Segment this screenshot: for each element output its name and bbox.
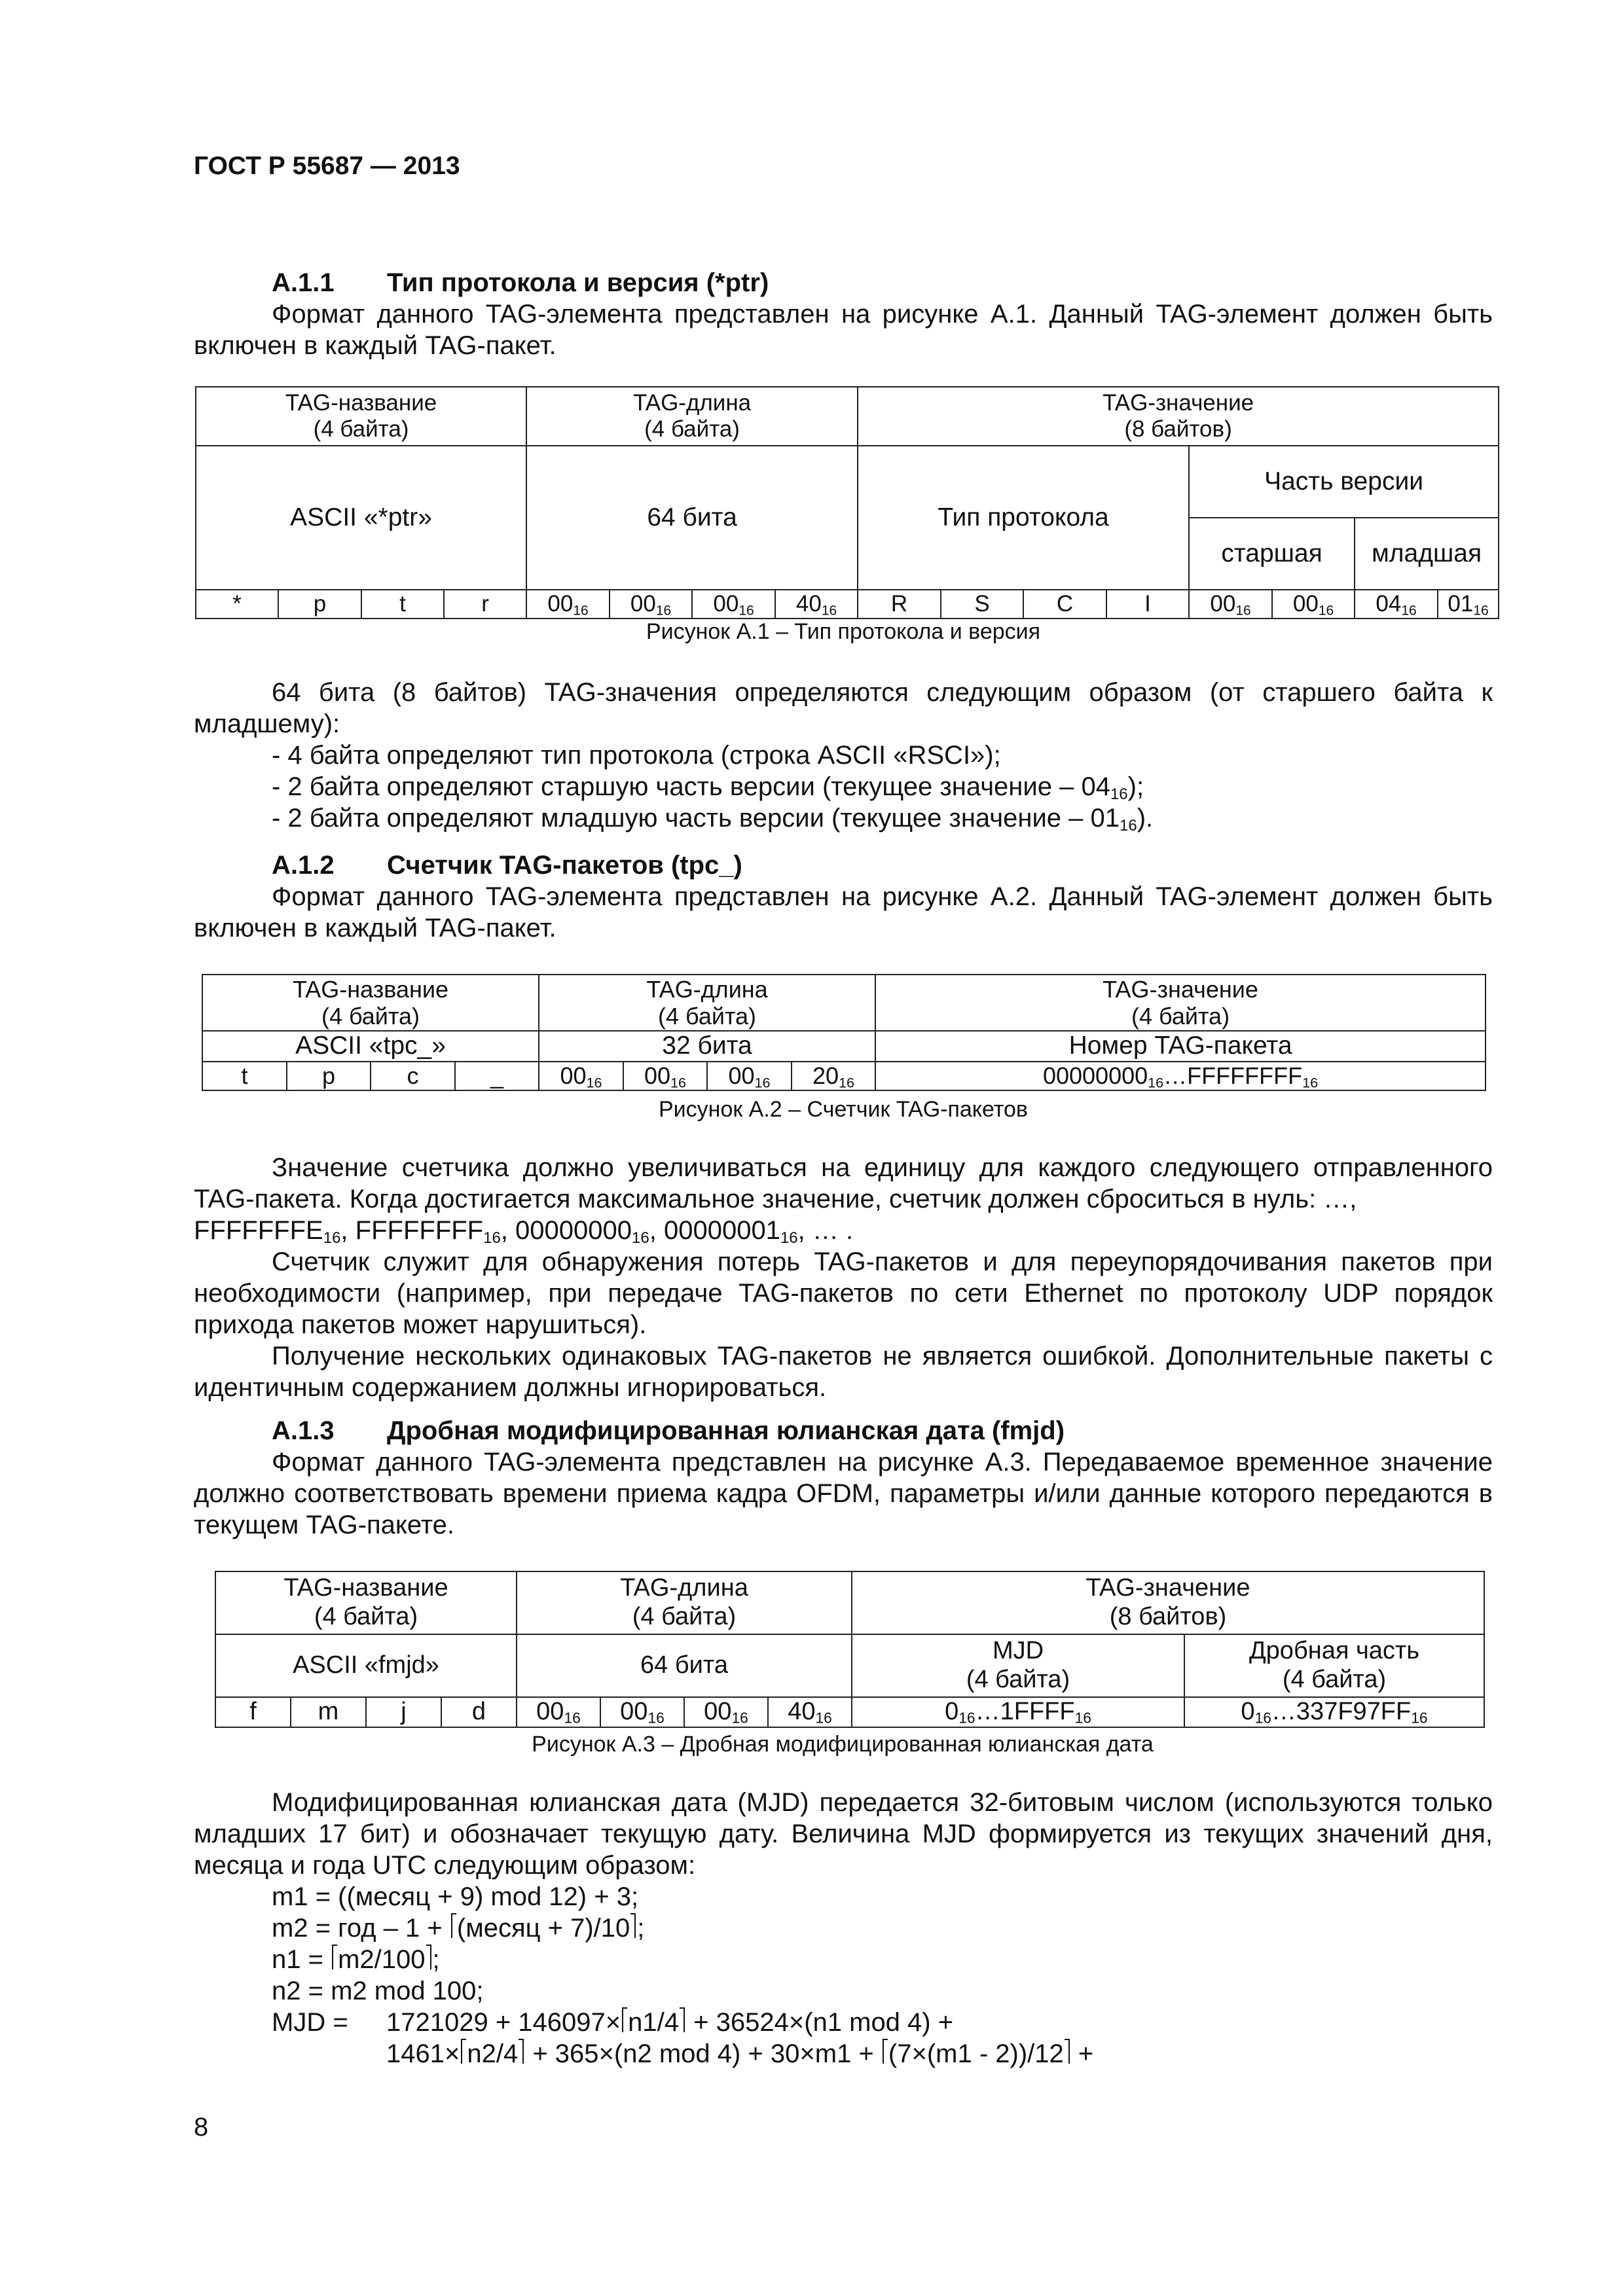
mjd-range-cell: $0_{16}\dots 1FFFF_{16}$ <box>852 1697 1184 1727</box>
header-tag-length: TAG-длина (4 байта) <box>539 975 875 1031</box>
figure-a2-table <box>202 974 1486 1091</box>
header-tag-name: TAG-название (4 байта) <box>202 975 539 1031</box>
formula-line: n2 = m2 mod 100; <box>272 1977 484 2005</box>
cell-mjd: MJD (4 байта) <box>852 1634 1184 1697</box>
cell-version-low: младшая <box>1355 518 1499 590</box>
formula-line: 1461× n2/4 + 365×(n2 mod 4) + 30×m1 + (7×(m1 - 2))/12 + <box>386 2039 1094 2068</box>
paragraph: 64 бита (8 байтов) TAG-значения определяются следующим образом (от старшего байта к младшему): <box>194 678 1493 738</box>
figure-caption: Рисунок А.3 – Дробная модифицированная юлианская дата <box>532 1732 1154 1757</box>
paragraph: Счетчик служит для обнаружения потерь TAG-пакетов и для переупорядочивания пакетов при необходимости (например, при передаче TAG-пакетов по сети Ethernet по протоколу UDP порядок прихода пакетов может нарушиться). <box>194 1247 1493 1339</box>
header-tag-value: TAG-значение (8 байтов) <box>858 387 1499 446</box>
formula-line: m2 = год – 1 + (месяц + 7)/10 ; <box>272 1914 645 1943</box>
cell-ascii: ASCII «*ptr» <box>196 446 526 590</box>
paragraph-continuation: $FFFFFFFE_{16}$, $FFFFFFFF_{16}$, $00000000_{16}$, $00000001_{16}$, … . <box>194 1216 854 1247</box>
formula-line: 1721029 + 146097× n1/4 + 36524×(n1 mod 4) + <box>386 2008 954 2037</box>
section-number: А.1.3 <box>272 1416 335 1445</box>
header-tag-value: TAG-значение (8 байтов) <box>852 1571 1484 1634</box>
cell-version: Часть версии <box>1189 446 1499 518</box>
byte-cell: $00_{16}$ <box>1272 590 1355 619</box>
byte-cell: $00_{16}$ <box>1189 590 1272 619</box>
cell-bits: 32 бита <box>539 1031 875 1062</box>
paragraph: Формат данного TAG-элемента представлен на рисунке А.1. Данный TAG-элемент должен быть включен в каждый TAG-пакет. <box>194 300 1493 360</box>
byte-cell: _ <box>455 1062 539 1090</box>
byte-cell: j <box>366 1697 441 1727</box>
cell-protocol-type: Тип протокола <box>858 446 1189 590</box>
cell-bits: 64 бита <box>526 446 858 590</box>
byte-cell: $00_{16}$ <box>517 1697 600 1727</box>
section-number: А.1.1 <box>272 268 335 297</box>
list-item: - 4 байта определяют тип протокола (строка ASCII «RSCI»); <box>272 741 1001 770</box>
byte-cell: p <box>287 1062 371 1090</box>
byte-cell: $00_{16}$ <box>684 1697 768 1727</box>
byte-cell: $01_{16}$ <box>1438 590 1499 619</box>
header-tag-name: TAG-название (4 байта) <box>196 387 526 446</box>
byte-cell: t <box>361 590 444 619</box>
byte-cell: $00_{16}$ <box>600 1697 684 1727</box>
section-heading-a-1-3 <box>272 1416 1065 1446</box>
byte-cell: m <box>291 1697 366 1727</box>
paragraph: Получение нескольких одинаковых TAG-пакетов не является ошибкой. Дополнительные пакеты с идентичным содержанием должны игнорироваться. <box>194 1342 1493 1402</box>
byte-cell: d <box>441 1697 517 1727</box>
page-number: 8 <box>194 2113 209 2142</box>
byte-cell: r <box>444 590 526 619</box>
byte-cell: $40_{16}$ <box>775 590 858 619</box>
list-item: - 2 байта определяют младшую часть версии (текущее значение – $01_{16}$). <box>272 804 1154 834</box>
cell-fraction: Дробная часть (4 байта) <box>1184 1634 1484 1697</box>
byte-cell: $00_{16}$ <box>707 1062 792 1090</box>
byte-cell: R <box>858 590 941 619</box>
figure-caption: Рисунок А.1 – Тип протокола и версия <box>646 619 1041 644</box>
byte-cell: $00_{16}$ <box>692 590 775 619</box>
byte-cell: p <box>278 590 361 619</box>
formula-line: m1 = ((месяц + 9) mod 12) + 3; <box>272 1882 639 1911</box>
byte-cell: C <box>1023 590 1106 619</box>
list-item: - 2 байта определяют старшую часть версии (текущее значение – $04_{16}$); <box>272 772 1144 803</box>
figure-a3-table <box>215 1571 1485 1728</box>
formula-label: MJD = <box>272 2008 348 2037</box>
byte-cell: $00_{16}$ <box>623 1062 707 1090</box>
section-title: Тип протокола и версия (*ptr) <box>387 268 769 297</box>
section-title: Счетчик TAG-пакетов (tpc_) <box>387 851 742 880</box>
figure-a1-table <box>195 386 1499 619</box>
cell-packet-number: Номер TAG-пакета <box>875 1031 1486 1062</box>
cell-ascii: ASCII «fmjd» <box>215 1634 517 1697</box>
section-heading-a-1-1 <box>272 268 769 298</box>
byte-cell: $04_{16}$ <box>1355 590 1438 619</box>
byte-cell: $00_{16}$ <box>610 590 692 619</box>
byte-cell: t <box>202 1062 287 1090</box>
fraction-range-cell: $0_{16}\dots 337F97FF_{16}$ <box>1184 1697 1484 1727</box>
document-header: ГОСТ Р 55687 — 2013 <box>194 152 460 180</box>
paragraph: Значение счетчика должно увеличиваться на единицу для каждого следующего отправленного TAG-пакета. Когда достигается максимальное значение, счетчик должен сброситься в нуль: …, <box>194 1153 1493 1213</box>
value-range-cell: $00000000_{16}\dots FFFFFFFF_{16}$ <box>875 1062 1486 1090</box>
header-tag-length: TAG-длина (4 байта) <box>517 1571 852 1634</box>
section-number: А.1.2 <box>272 851 335 880</box>
paragraph: Формат данного TAG-элемента представлен на рисунке А.3. Передаваемое временное значение должно соответствовать времени приема кадра OFDM, параметры и/или данные которого передаются в текущем TAG-пакете. <box>194 1448 1493 1539</box>
byte-cell: $40_{16}$ <box>768 1697 852 1727</box>
paragraph: Формат данного TAG-элемента представлен на рисунке А.2. Данный TAG-элемент должен быть включен в каждый TAG-пакет. <box>194 882 1493 942</box>
formula-line: n1 = m2/100 ; <box>272 1945 440 1974</box>
paragraph: Модифицированная юлианская дата (MJD) передается 32-битовым числом (используются только младших 17 бит) и обозначает текущую дату. Величина MJD формируется из текущих значений дня, месяца и года UTC следующим образом: <box>194 1788 1493 1880</box>
byte-cell: I <box>1106 590 1189 619</box>
section-heading-a-1-2 <box>272 851 742 880</box>
byte-cell: f <box>215 1697 291 1727</box>
header-tag-length: TAG-длина (4 байта) <box>526 387 858 446</box>
header-tag-value: TAG-значение (4 байта) <box>875 975 1486 1031</box>
byte-cell: $20_{16}$ <box>792 1062 875 1090</box>
cell-bits: 64 бита <box>517 1634 852 1697</box>
byte-cell: * <box>196 590 278 619</box>
section-title: Дробная модифицированная юлианская дата (fmjd) <box>387 1416 1065 1445</box>
cell-ascii: ASCII «tpc_» <box>202 1031 539 1062</box>
figure-caption: Рисунок А.2 – Счетчик TAG-пакетов <box>659 1097 1028 1122</box>
byte-cell: c <box>371 1062 455 1090</box>
byte-cell: $00_{16}$ <box>526 590 610 619</box>
cell-version-high: старшая <box>1189 518 1355 590</box>
byte-cell: $00_{16}$ <box>539 1062 623 1090</box>
byte-cell: S <box>941 590 1023 619</box>
header-tag-name: TAG-название (4 байта) <box>215 1571 517 1634</box>
